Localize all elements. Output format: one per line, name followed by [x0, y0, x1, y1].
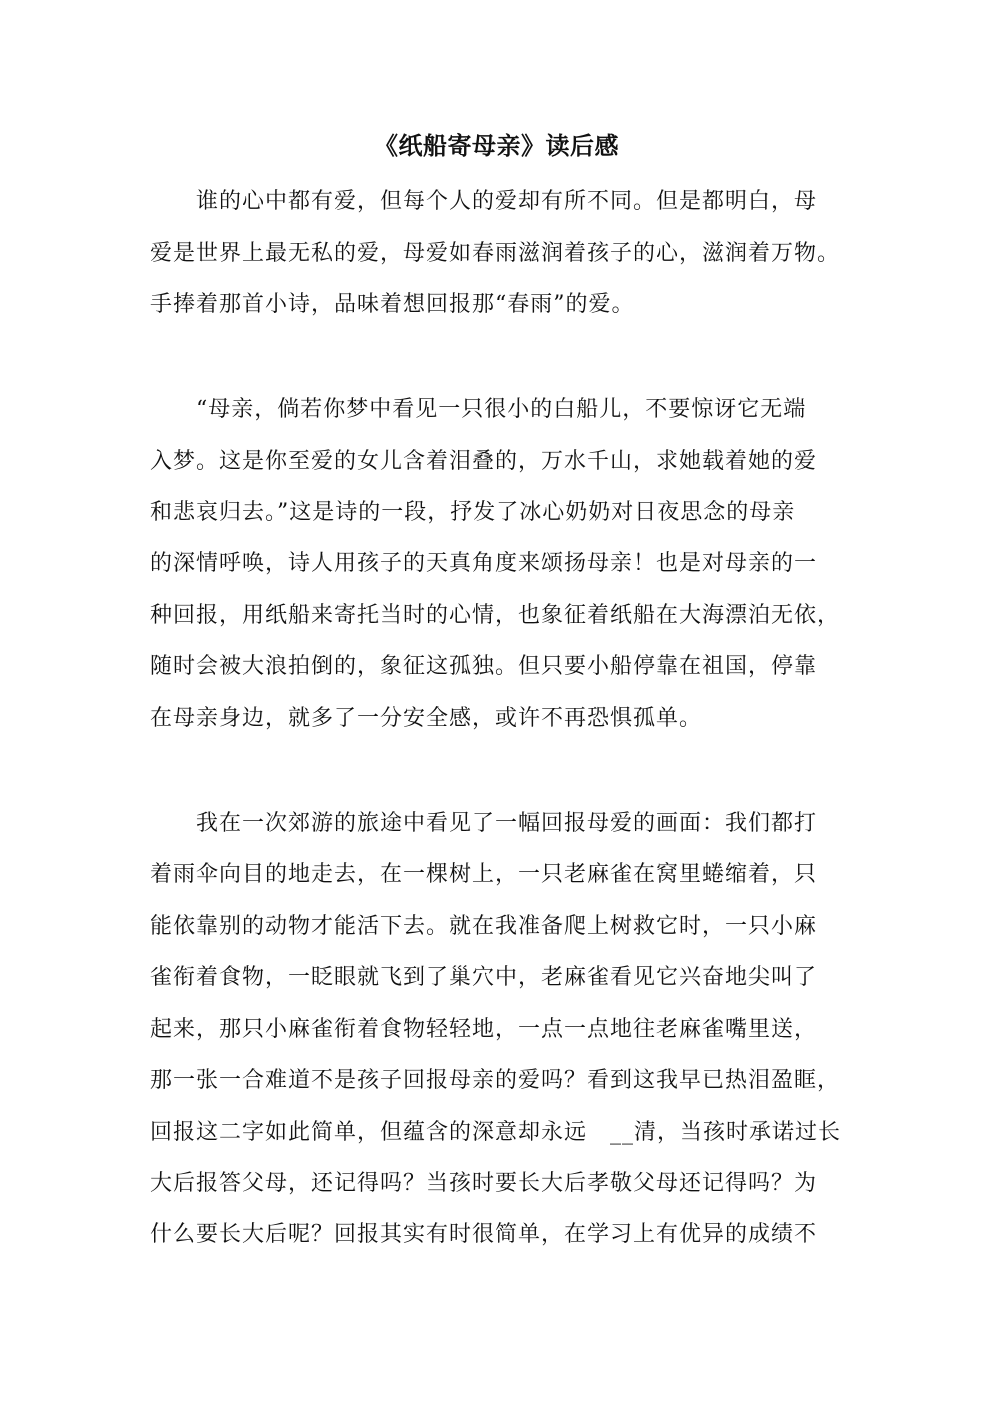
paragraph-2-line-4: 的深情呼唤，诗人用孩子的天真角度来颂扬母亲！也是对母亲的一 — [150, 551, 818, 576]
paragraph-3-line-3: 能依靠别的动物才能活下去。就在我准备爬上树救它时，一只小麻 — [150, 914, 818, 939]
paragraph-3-line-6: 那一张一合难道不是孩子回报母亲的爱吗？看到这我早已热泪盈眶， — [150, 1068, 841, 1093]
paragraph-3-line-1: 我在一次郊游的旅途中看见了一幅回报母爱的画面：我们都打 — [150, 811, 818, 836]
paragraph-1-line-2: 爱是世界上最无私的爱，母爱如春雨滋润着孩子的心，滋润着万物。 — [150, 241, 841, 266]
paragraph-3-line-4: 雀衔着食物，一眨眼就飞到了巢穴中，老麻雀看见它兴奋地尖叫了 — [150, 965, 818, 990]
paragraph-2-line-7: 在母亲身边，就多了一分安全感，或许不再恐惧孤单。 — [150, 706, 703, 731]
paragraph-3-line-5: 起来，那只小麻雀衔着食物轻轻地，一点一点地往老麻雀嘴里送， — [150, 1017, 818, 1042]
paragraph-2-line-1: “母亲，倘若你梦中看见一只很小的白船儿，不要惊讶它无端 — [150, 397, 807, 422]
paragraph-2-line-5: 种回报，用纸船来寄托当时的心情，也象征着纸船在大海漂泊无依， — [150, 603, 841, 628]
paragraph-1-line-1: 谁的心中都有爱，但每个人的爱却有所不同。但是都明白，母 — [150, 189, 818, 214]
paragraph-3-line-9: 什么要长大后呢？回报其实有时很简单，在学习上有优异的成绩不 — [150, 1222, 818, 1247]
paragraph-1-line-3: 手捧着那首小诗，品味着想回报那“春雨”的爱。 — [150, 292, 635, 317]
paragraph-3-line-8: 大后报答父母，还记得吗？当孩时要长大后孝敬父母还记得吗？为 — [150, 1171, 818, 1196]
paragraph-2-line-2: 入梦。这是你至爱的女儿含着泪叠的，万水千山，求她载着她的爱 — [150, 449, 818, 474]
paragraph-2-line-3: 和悲哀归去。”这是诗的一段，抒发了冰心奶奶对日夜思念的母亲 — [150, 500, 796, 525]
paragraph-3-line-7: 回报这二字如此简单，但蕴含的深意却永远 __清，当孩时承诺过长 — [150, 1120, 842, 1145]
document-title: 《纸船寄母亲》读后感 — [374, 131, 619, 160]
paragraph-3-line-2: 着雨伞向目的地走去，在一棵树上，一只老麻雀在窝里蜷缩着，只 — [150, 862, 818, 887]
paragraph-2-line-6: 随时会被大浪拍倒的，象征这孤独。但只要小船停靠在祖国，停靠 — [150, 654, 818, 679]
